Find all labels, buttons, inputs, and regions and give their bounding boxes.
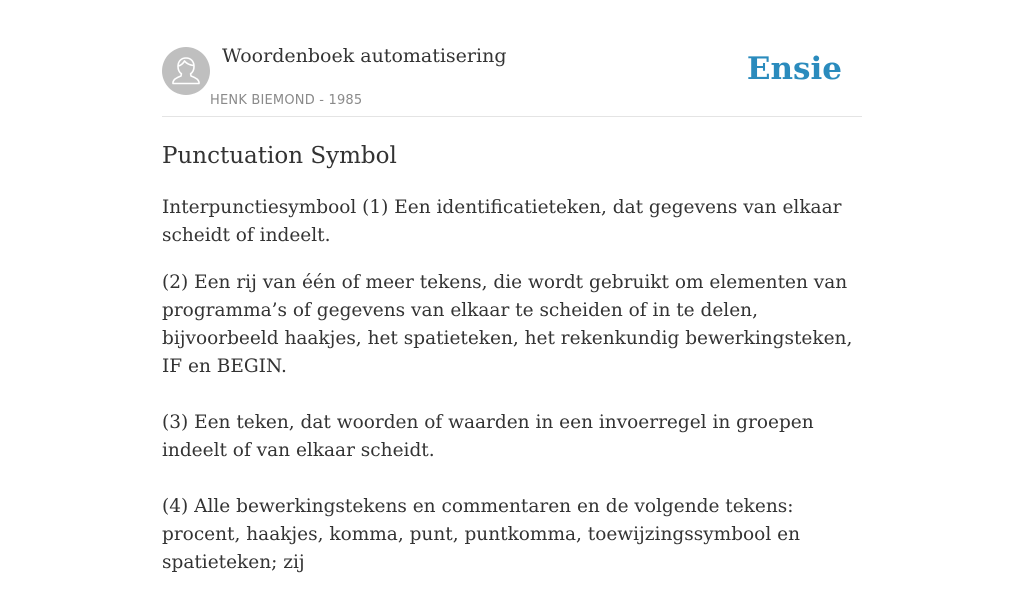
definition-paragraph: (3) Een teken, dat woorden of waarden in een invoerregel in groepen indeelt of van elkaar scheidt.: [162, 412, 814, 461]
page-header: [162, 0, 862, 117]
author-byline[interactable]: HENK BIEMOND - 1985: [210, 93, 363, 108]
entry-page: [162, 0, 862, 596]
definition-paragraph: Interpunctiesymbool (1) Een identificatieteken, dat gegevens van elkaar scheidt of indeelt.: [162, 197, 842, 246]
dictionary-title[interactable]: Woordenboek automatisering: [222, 45, 507, 67]
definition-paragraph: (4) Alle bewerkingstekens en commentaren en de volgende tekens: procent, haakjes, komma, punt, puntkomma, toewijzingssymbool en spatieteken; zij: [162, 496, 800, 573]
entry-definition: [162, 194, 862, 577]
user-placeholder-icon: [162, 47, 210, 95]
entry-term: Punctuation Symbol: [162, 143, 397, 169]
author-avatar[interactable]: [162, 47, 210, 95]
site-logo[interactable]: Ensie: [746, 51, 842, 87]
definition-paragraph: (2) Een rij van één of meer tekens, die wordt gebruikt om elementen van programma’s of gegevens van elkaar te scheiden of in te delen, bijvoorbeeld haakjes, het spatieteken, het rekenkundig bewerkingsteken, IF en BEGIN.: [162, 272, 853, 377]
